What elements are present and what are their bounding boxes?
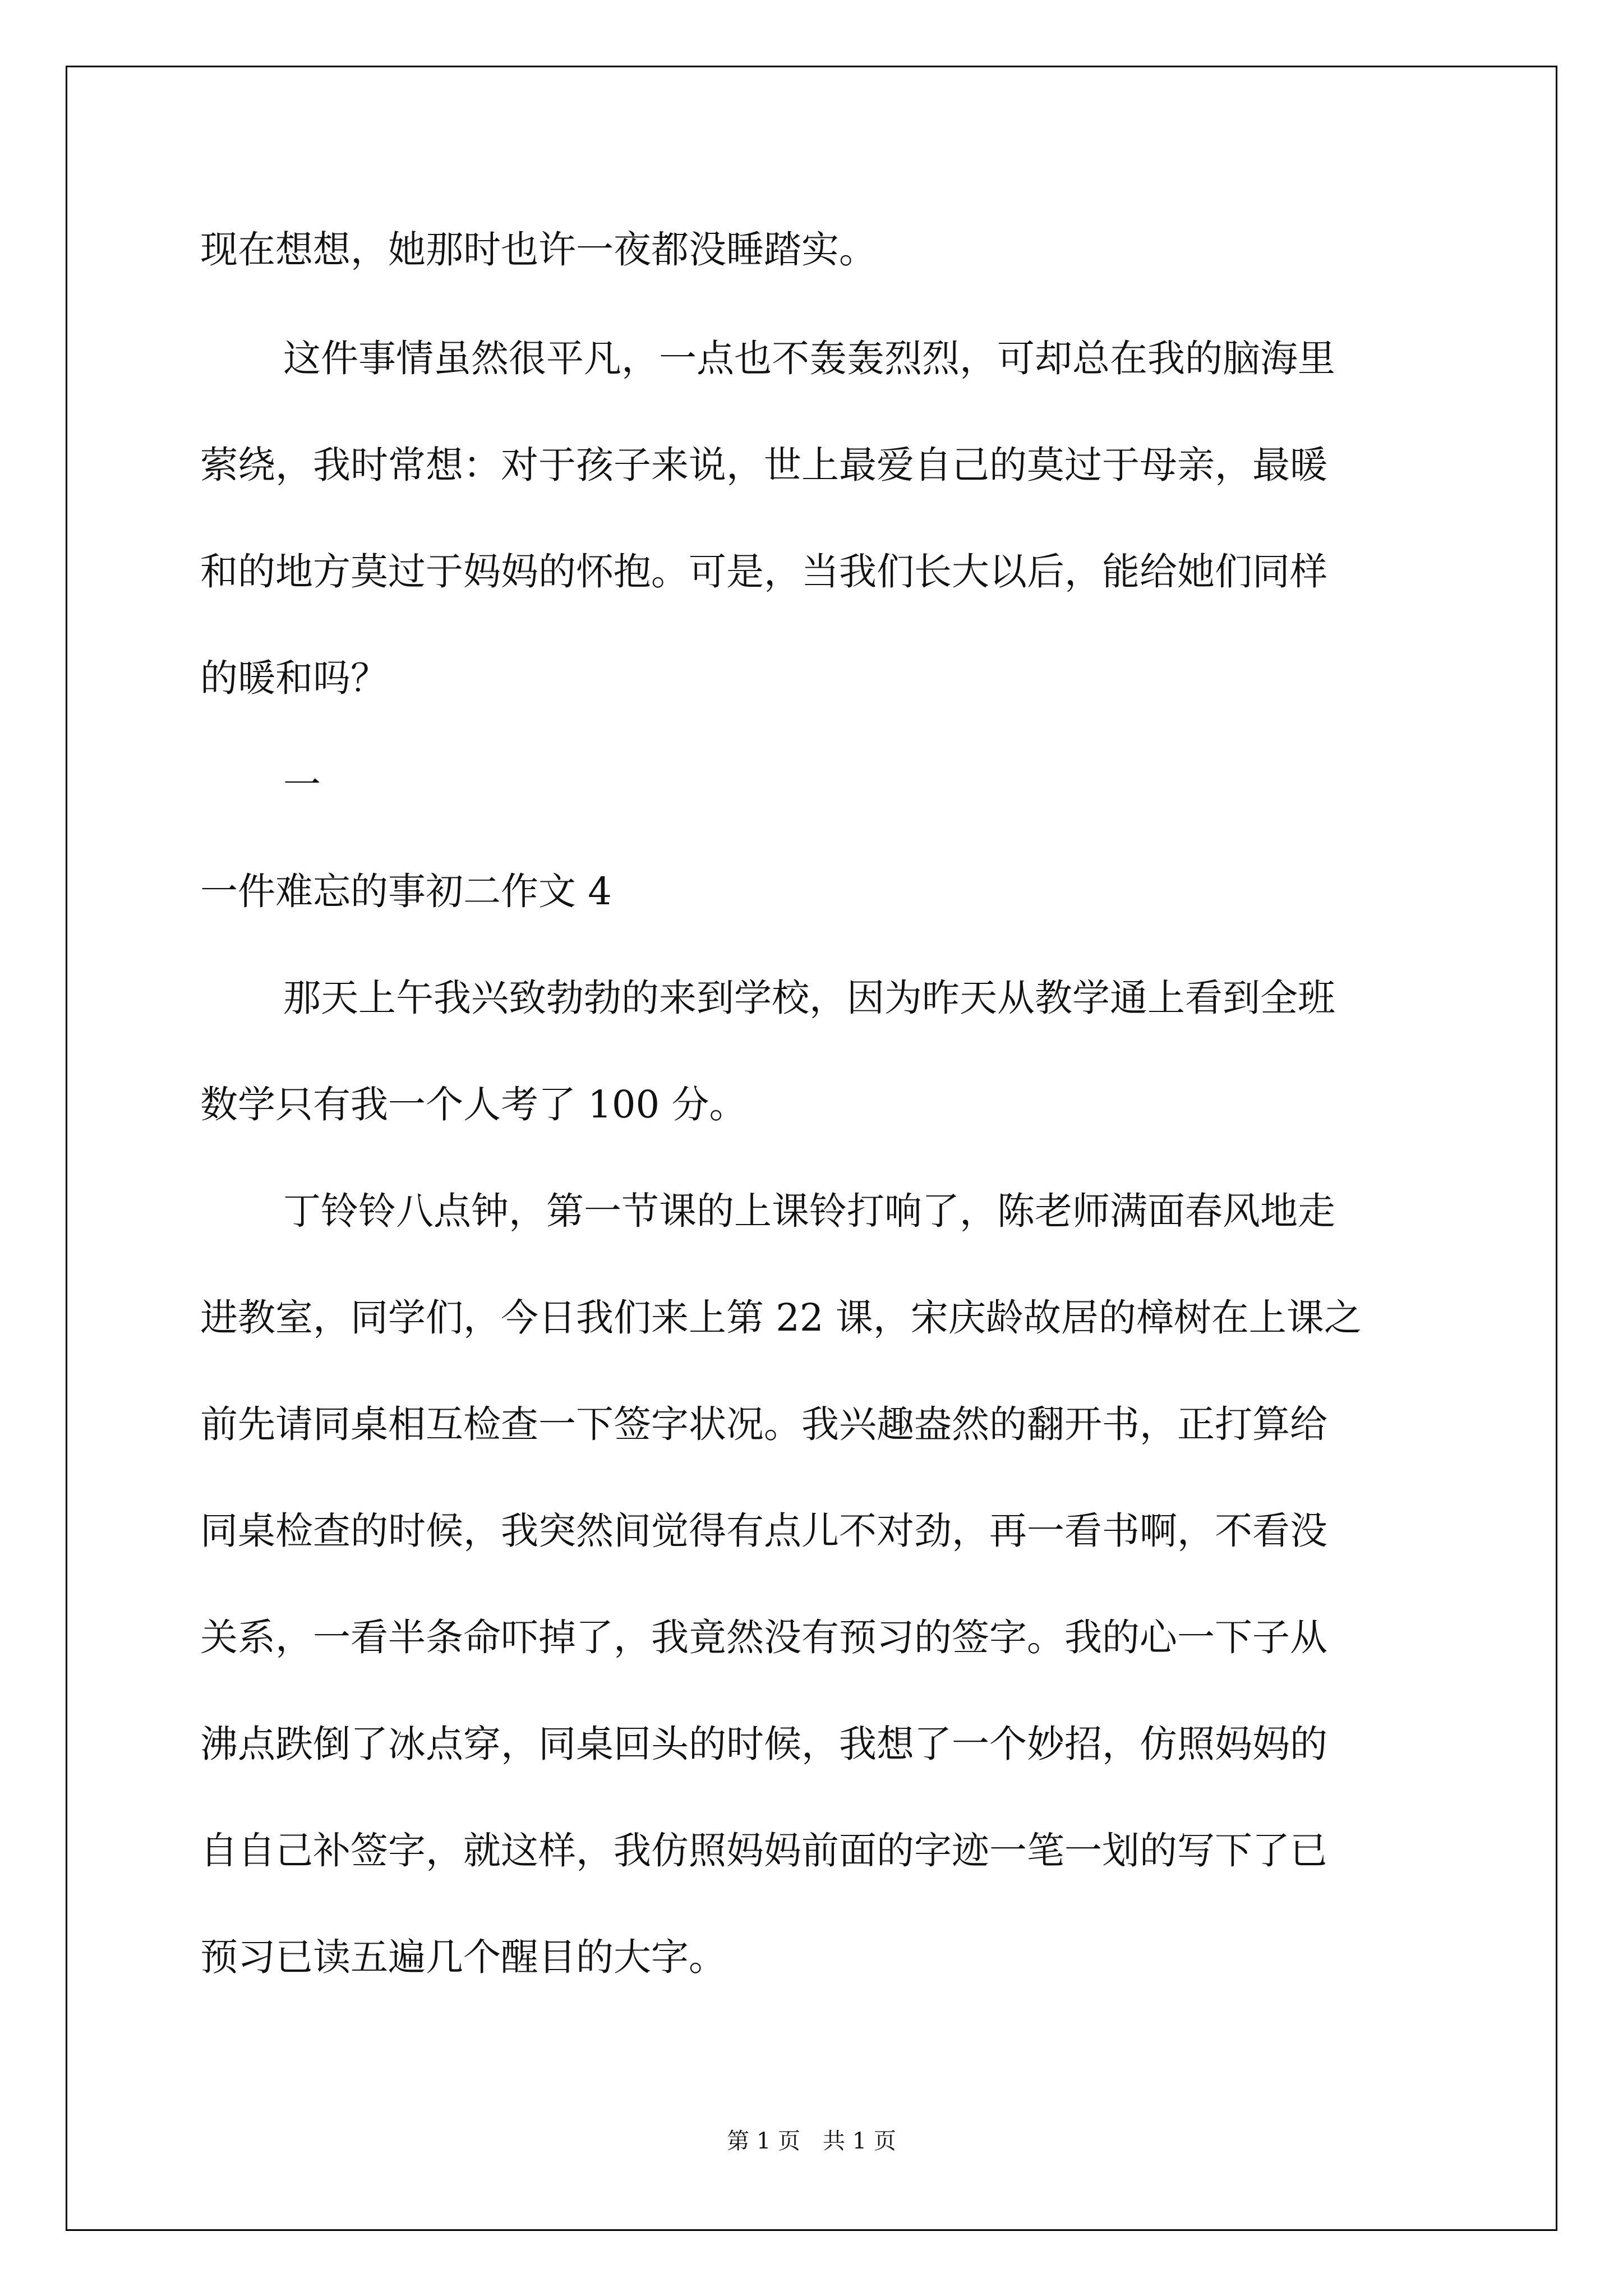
separator-dash: 一 [283, 763, 321, 807]
paragraph-start-line: 这件事情虽然很平凡，一点也不轰轰烈烈，可却总在我的脑海里 [283, 337, 1335, 380]
page-border [66, 66, 1557, 2231]
text-line: 沸点跌倒了冰点穿，同桌回头的时候，我想了一个妙招，仿照妈妈的 [200, 1722, 1327, 1766]
paragraph-start-line: 丁铃铃八点钟，第一节课的上课铃打响了，陈老师满面春风地走 [283, 1189, 1335, 1233]
paragraph-start-line: 那天上午我兴致勃勃的来到学校，因为昨天从教学通上看到全班 [283, 976, 1335, 1020]
text-line: 关系，一看半条命吓掉了，我竟然没有预习的签字。我的心一下子从 [200, 1616, 1327, 1659]
section-title: 一件难忘的事初二作文 4 [200, 869, 612, 913]
text-line: 进教室，同学们，今日我们来上第 22 课，宋庆龄故居的樟树在上课之 [200, 1296, 1362, 1340]
text-line: 萦绕，我时常想：对于孩子来说，世上最爱自己的莫过于母亲，最暖 [200, 443, 1327, 487]
page-footer: 第 1 页 共 1 页 [727, 2128, 896, 2154]
text-line: 的暖和吗？ [200, 656, 388, 700]
text-line: 前先请同桌相互检查一下签字状况。我兴趣盎然的翻开书，正打算给 [200, 1402, 1327, 1446]
text-line: 自自己补签字，就这样，我仿照妈妈前面的字迹一笔一划的写下了已 [200, 1829, 1327, 1872]
text-line: 和的地方莫过于妈妈的怀抱。可是，当我们长大以后，能给她们同样 [200, 550, 1327, 593]
text-line: 现在想想，她那时也许一夜都没睡踏实。 [200, 228, 877, 272]
text-line: 预习已读五遍几个醒目的大字。 [200, 1935, 726, 1979]
text-line: 同桌检查的时候，我突然间觉得有点儿不对劲，再一看书啊，不看没 [200, 1509, 1327, 1553]
text-line: 数学只有我一个人考了 100 分。 [200, 1083, 747, 1126]
